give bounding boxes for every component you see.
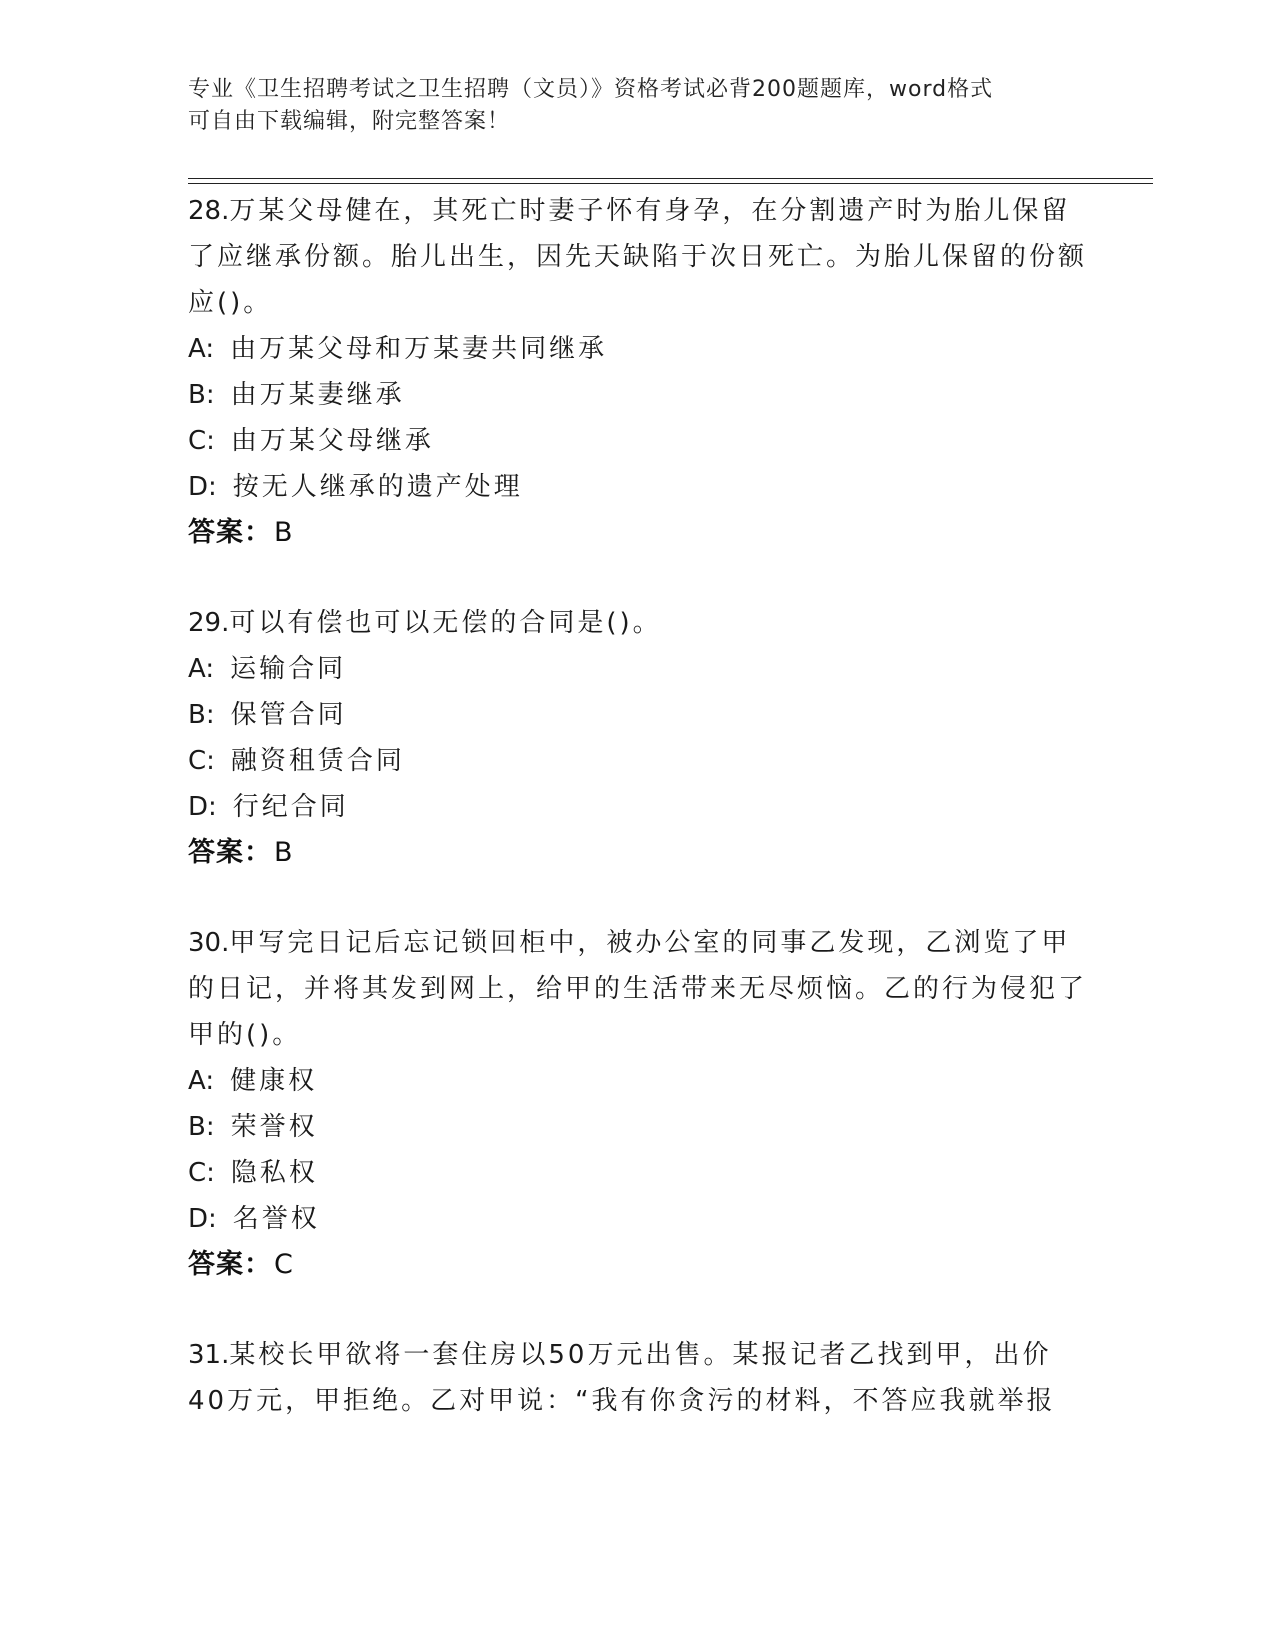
option-text: 融资租赁合同 [230,746,405,776]
answer-value: B [274,837,294,868]
option-letter: B: [188,700,215,730]
option-d [188,784,1088,830]
option-a [188,1058,1088,1104]
option-text: 隐私权 [230,1158,318,1188]
question-stem [188,188,1088,326]
question-text: 甲写完日记后忘记锁回柜中，被办公室的同事乙发现，乙浏览了甲的日记，并将其发到网上，给甲的生活带来无尽烦恼。乙的行为侵犯了甲的()。 [188,928,1088,1050]
option-a [188,326,1088,372]
option-text: 由万某父母和万某妻共同继承 [230,334,608,364]
page-header [188,74,1088,138]
question-list [188,188,1088,1468]
question-stem [188,1332,1088,1424]
option-letter: A: [188,334,215,364]
option-c [188,1150,1088,1196]
answer-value: B [274,517,294,548]
option-b [188,372,1088,418]
option-text: 荣誉权 [230,1112,318,1142]
option-letter: B: [188,1112,215,1142]
question-text: 可以有偿也可以无偿的合同是()。 [229,608,662,638]
option-letter: C: [188,426,215,456]
question-number: 31. [188,1340,230,1370]
option-text: 由万某妻继承 [230,380,405,410]
option-d [188,1196,1088,1242]
question-stem [188,600,1088,646]
option-letter: D: [188,472,217,502]
answer-value: C [274,1249,294,1280]
question-stem [188,920,1088,1058]
option-c [188,418,1088,464]
option-letter: C: [188,746,215,776]
option-b [188,1104,1088,1150]
answer-line [188,1242,1088,1288]
option-text: 行纪合同 [232,792,349,822]
option-letter: D: [188,1204,217,1234]
option-b [188,692,1088,738]
option-text: 健康权 [230,1066,318,1096]
answer-label: 答案： [188,517,272,548]
question-text: 万某父母健在，其死亡时妻子怀有身孕，在分割遗产时为胎儿保留了应继承份额。胎儿出生，因先天缺陷于次日死亡。为胎儿保留的份额应()。 [188,196,1088,318]
option-text: 运输合同 [230,654,347,684]
header-divider-bottom [188,183,1153,184]
answer-label: 答案： [188,837,272,868]
option-d [188,464,1088,510]
answer-line [188,830,1088,876]
option-text: 名誉权 [232,1204,320,1234]
question-number: 29. [188,608,230,638]
option-text: 按无人继承的遗产处理 [232,472,523,502]
answer-line [188,510,1088,556]
option-letter: D: [188,792,217,822]
question-number: 28. [188,196,230,226]
header-divider-top [188,178,1153,179]
question-29 [188,600,1088,876]
option-letter: A: [188,1066,215,1096]
question-28 [188,188,1088,556]
question-31 [188,1332,1088,1424]
option-text: 由万某父母继承 [230,426,434,456]
option-a [188,646,1088,692]
header-line-1: 专业《卫生招聘考试之卫生招聘（文员）》资格考试必背200题题库，word格式 [188,77,994,102]
question-30 [188,920,1088,1288]
option-letter: B: [188,380,215,410]
option-letter: A: [188,654,215,684]
option-letter: C: [188,1158,215,1188]
header-line-2: 可自由下载编辑，附完整答案！ [188,109,511,134]
option-c [188,738,1088,784]
option-text: 保管合同 [230,700,347,730]
question-text: 某校长甲欲将一套住房以50万元出售。某报记者乙找到甲，出价40万元，甲拒绝。乙对甲说：“我有你贪污的材料，不答应我就举报 [188,1340,1056,1416]
answer-label: 答案： [188,1249,272,1280]
question-number: 30. [188,928,230,958]
